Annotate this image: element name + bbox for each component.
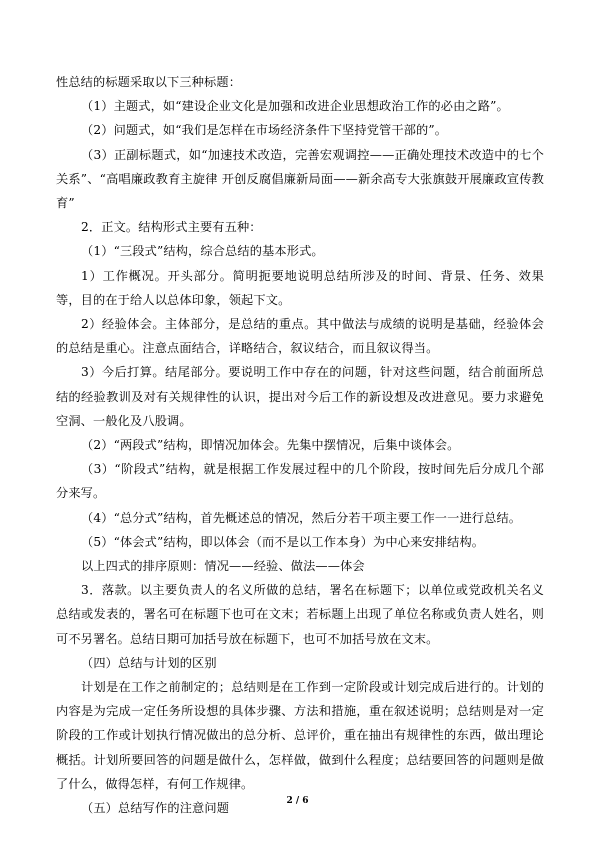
paragraph-0: 性总结的标题采取以下三种标题： bbox=[56, 75, 242, 89]
paragraph-11: （4）“总分式”结构，首先概述总的情况，然后分若干项主要工作一一进行总结。 bbox=[81, 510, 522, 525]
section-heading-4: （四）总结与计划的区别 bbox=[81, 655, 217, 670]
paragraph-16: 计划是在工作之前制定的；总结则是在工作到一定阶段或计划完成后进行的。计划的内容是为完成一定任务所设想的具体步骤、方法和措施，重在叙述说明；总结则是对一定阶段的工作或计划执行情况做出的总分析、总评价，重在抽出有规律性的东西，做出理论概括。计划所要回答的问题是做什么，怎样做，做到什么程度；总结要回答的问题则是做了什么，做得怎样，有何工作规律。 bbox=[56, 680, 544, 791]
page-number: 2 / 6 bbox=[286, 796, 309, 806]
paragraph-5: （1）“三段式”结构，综合总结的基本形式。 bbox=[81, 244, 324, 259]
paragraph-2: （2）问题式，如“我们是怎样在市场经济条件下坚持党管干部的”。 bbox=[81, 123, 448, 138]
document-body bbox=[56, 70, 544, 820]
paragraph-6: 1）工作概况。开头部分。简明扼要地说明总结所涉及的时间、背景、任务、效果等，目的在于给人以总体印象，领起下文。 bbox=[56, 268, 544, 307]
paragraph-14: 3．落款。以主要负责人的名义所做的总结，署名在标题下；以单位或党政机关名义总结或发表的，署名可在标题下也可在文末；若标题上出现了单位名称或负责人姓名，则可不另署名。总结日期可加括号放在标题下，也可不加括号放在文末。 bbox=[56, 583, 544, 646]
paragraph-4: 2．正文。结构形式主要有五种： bbox=[81, 220, 262, 235]
paragraph-3: （3）正副标题式，如“加速技术改造，完善宏观调控——正确处理技术改造中的七个关系”、“高唱廉政教育主旋律 开创反腐倡廉新局面——新余高专大张旗鼓开展廉政宣传教育” bbox=[56, 147, 544, 211]
paragraph-9: （2）“两段式”结构，即情况加体会。先集中摆情况，后集中谈体会。 bbox=[81, 438, 460, 453]
paragraph-8: 3）今后打算。结尾部分。要说明工作中存在的问题，针对这些问题，结合前面所总结的经验教训及对有关规律性的认识，提出对今后工作的新设想及改进意见。要力求避免空洞、一般化及八股调。 bbox=[56, 365, 544, 428]
paragraph-10: （3）“阶段式”结构，就是根据工作发展过程中的几个阶段，按时间先后分成几个部分来写。 bbox=[56, 462, 544, 501]
paragraph-13: 以上四式的排序原则：情况——经验、做法——体会 bbox=[81, 559, 365, 574]
paragraph-12: （5）“体会式”结构，即以体会（而不是以工作本身）为中心来安排结构。 bbox=[81, 534, 485, 549]
section-heading-5: （五）总结写作的注意问题 bbox=[81, 801, 230, 816]
paragraph-7: 2）经验体会。主体部分，是总结的重点。其中做法与成绩的说明是基础，经验体会的总结是重心。注意点面结合，详略结合，叙议结合，而且叙议得当。 bbox=[56, 317, 544, 356]
paragraph-1: （1）主题式，如“建设企业文化是加强和改进企业思想政治工作的必由之路”。 bbox=[81, 99, 509, 114]
